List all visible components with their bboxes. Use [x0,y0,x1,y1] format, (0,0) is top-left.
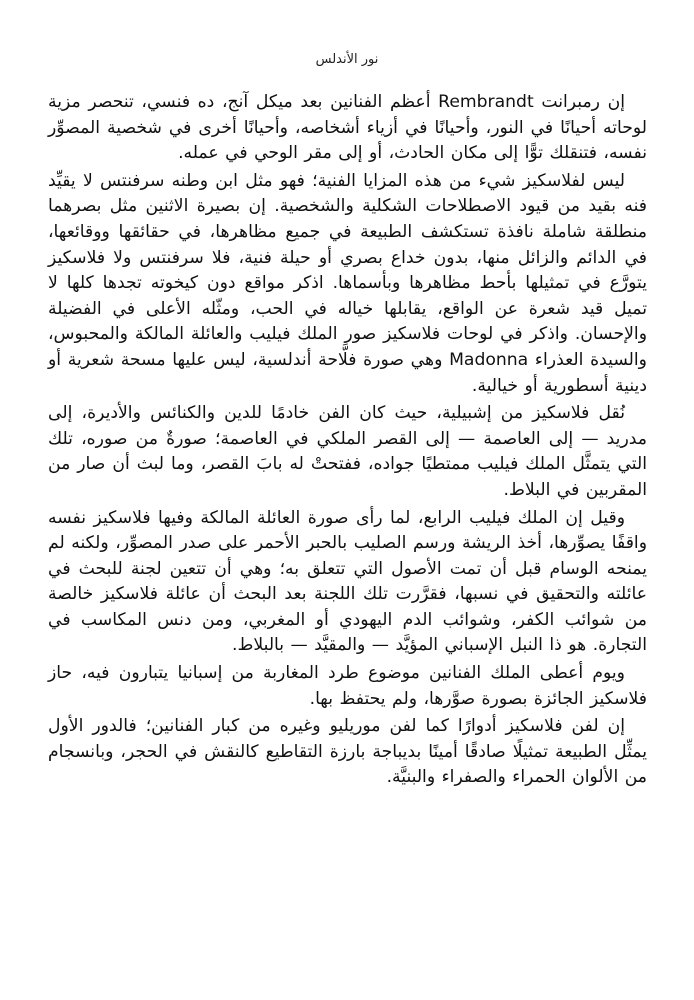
paragraph-5: ويوم أعطى الملك الفنانين موضوع طرد المغاربة من إسبانيا يتبارون فيه، حاز فلاسكيز الجائزة بصورة صوَّرها، ولم يحتفظ بها. [48,663,647,709]
body-text [48,90,647,793]
paragraph-2: ليس لفلاسكيز شيء من هذه المزايا الفنية؛ فهو مثل ابن وطنه سرفنتس لا يقيِّد فنه بقيد من قيود الاصطلاحات الشكلية والشخصية. إن بصيرة الاثنين مثل بصرهما منطلقة شاملة نافذة تستكشف الطبيعة في جميع مظاهرها، في حقائقها ووقائعها، في الدائم والزائل منها، بدون خداع بصري أو حيلة فنية، فلا سرفنتس ولا فلاسكيز يتورَّع في تمثيلها بأحط مظاهرها وبأسماها. اذكر مواقع دون كيخوته تجدها كلها لا تميل قيد شعرة عن الواقع، يقابلها خياله في الحب، ومثّله الأعلى في الفضيلة والإحسان. واذكر في لوحات فلاسكيز صور الملك فيليب والعائلة المالكة والمحبوس، والسيدة العذراء Madonna وهي صورة فلَّاحة أندلسية، ليس عليها مسحة شعرية أو دينية أسطورية أو خيالية. [48,170,647,396]
paragraph-3: نُقل فلاسكيز من إشبيلية، حيث كان الفن خادمًا للدين والكنائس والأديرة، إلى مدريد — إلى العاصمة — إلى القصر الملكي في العاصمة؛ صورةٌ من صوره، تلك التي يتمثَّل الملك فيليب ممتطيًا جواده، ففتحتْ له بابَ القصر، وما لبث أن صار من المقربين في البلاط. [48,403,647,500]
paragraph-6: إن لفن فلاسكيز أدوارًا كما لفن موريليو وغيره من كبار الفنانين؛ فالدور الأول يمثِّل الطبيعة تمثيلًا صادقًا أمينًا بديباجة بارزة التقاطيع كالنقش في الحجر، وبانسجام من الألوان الحمراء والصفراء والبنيَّة. [48,716,647,788]
paragraph-4: وقيل إن الملك فيليب الرابع، لما رأى صورة العائلة المالكة وفيها فلاسكيز نفسه واقفًا يصوِّرها، أخذ الريشة ورسم الصليب بالحبر الأحمر على صدر المصوِّر، ولكنه لم يمنحه الوسام قبل أن تمت الأصول التي تتعلق به؛ وهي أن تتعين لجنة للبحث في عائلته والتحقيق في نسبها، فقرَّرت تلك اللجنة بعد البحث أن عائلة فلاسكيز خالصة من شوائب الكفر، وشوائب الدم اليهودي أو المغربي، ومن دنس المكاسب في التجارة. هو ذا النبل الإسباني المؤيَّد — والمقيَّد — بالبلاط. [48,507,647,656]
running-header-title: نور الأندلس [315,52,379,67]
paragraph-1: إن رمبرانت Rembrandt أعظم الفنانين بعد ميكل آنج، ده فنسي، تنحصر مزية لوحاته أحيانًا في النور، وأحيانًا في أزياء أشخاصه، وأحيانًا أخرى في شخصية المصوِّر نفسه، فتنقلك توًّا إلى مكان الحادث، أو إلى مقر الوحي في عمله. [48,92,647,164]
